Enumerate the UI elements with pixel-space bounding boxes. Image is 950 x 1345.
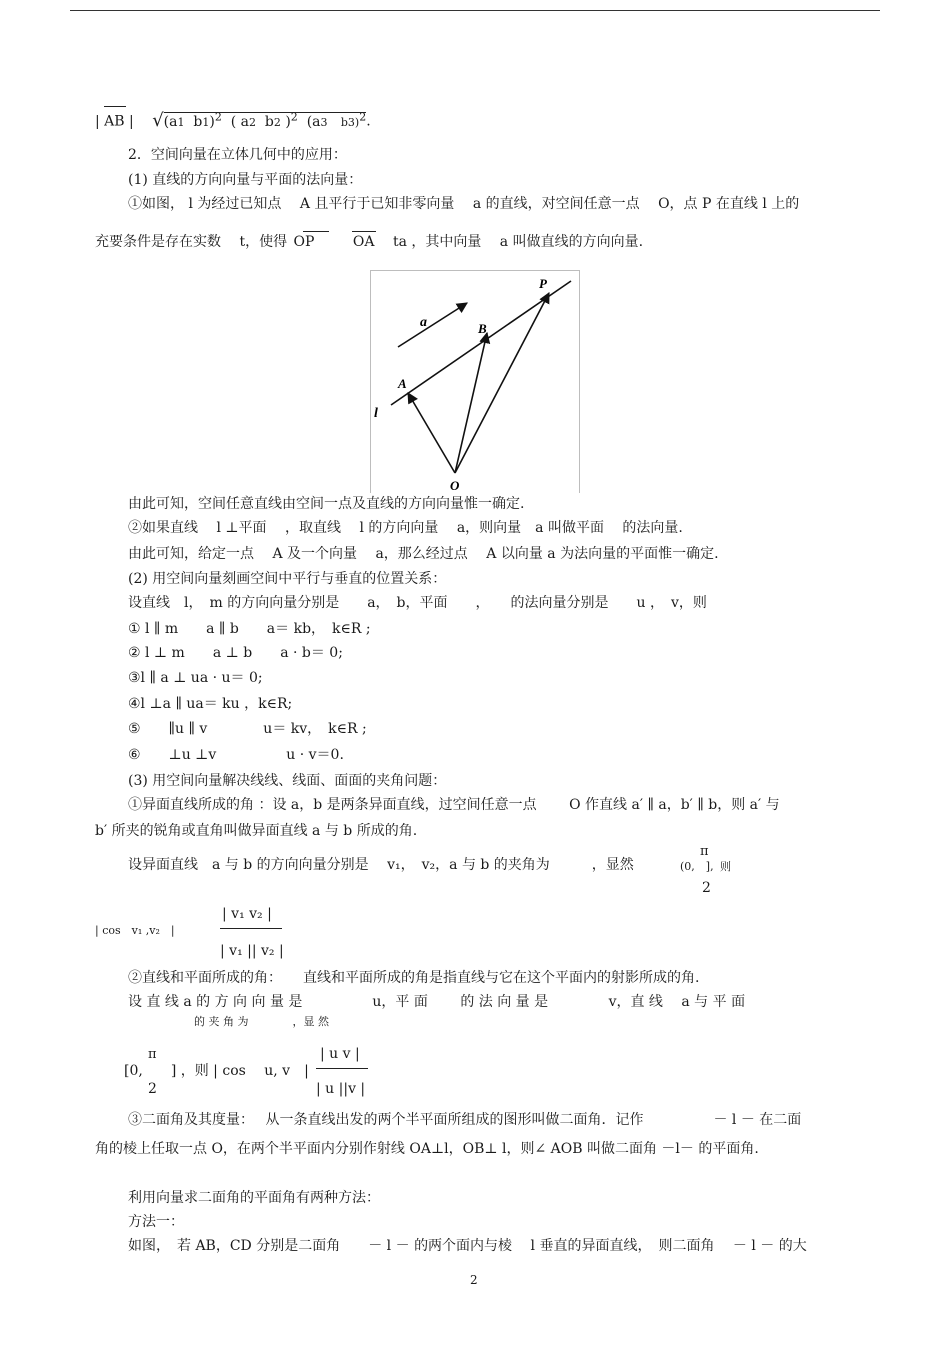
- distance-formula: [95, 108, 371, 132]
- formula-sub: 3: [347, 115, 355, 129]
- paragraph-9b: 的 夹 角 为 ，显 然: [194, 1015, 329, 1028]
- section-2-1-title: (1) 直线的方向向量与平面的法向量：: [128, 172, 363, 188]
- range1-pi: π: [700, 844, 709, 859]
- vector-op-arrow: [303, 231, 329, 232]
- paragraph-1b-pre: 充要条件是存在实数 t，使得: [95, 234, 288, 250]
- cos-formula-2-denominator: | u ||v |: [316, 1081, 366, 1097]
- range1-denominator: 2: [702, 880, 711, 896]
- cos-formula-1-numerator: | v₁ v₂ |: [222, 906, 272, 922]
- header-rule: [70, 10, 880, 11]
- section-2-2-title: (2) 用空间向量刻画空间中平行与垂直的位置关系：: [128, 571, 447, 587]
- relation-4: ④l ⊥a ∥ ua＝ ku ，k∈R;: [128, 696, 293, 712]
- paragraph-9a: 设 直 线 a 的 方 向 向 量 是 u，平 面 的 法 向 量 是 v，直 线 a 与 平 面: [128, 994, 746, 1010]
- vector-op: OP: [293, 234, 315, 250]
- cos-formula-2-bar: [316, 1068, 368, 1069]
- paragraph-6b: b′ 所夹的锐角或直角叫做异面直线 a 与 b 所成的角.: [95, 823, 418, 839]
- formula-sup: 2: [359, 110, 367, 123]
- relation-1: ① l ∥ m a ∥ b a＝ kb， k∈R ;: [128, 621, 371, 637]
- label-l: l: [374, 406, 378, 421]
- cos-formula-2-numerator: | u v |: [320, 1046, 360, 1062]
- label-a: a: [420, 315, 427, 330]
- vector-oa-arrow: [352, 231, 376, 232]
- relation-6: ⑥ ⊥u ⊥v u · v＝0.: [128, 747, 344, 763]
- formula-part: ): [285, 113, 291, 130]
- formula-sub: 3: [320, 115, 328, 129]
- formula-part: b: [340, 115, 348, 129]
- paragraph-2: 由此可知，空间任意直线由空间一点及直线的方向向量惟一确定.: [128, 496, 525, 512]
- paragraph-6a: ①异面直线所成的角 ：设 a，b 是两条异面直线，过空间任意一点 O 作直线 a′ ∥ a，b′ ∥ b，则 a′ 与: [128, 797, 780, 813]
- vector-a-arrow: [398, 303, 467, 347]
- range1-then: 则: [720, 860, 731, 873]
- range1: (0, ],: [680, 860, 714, 873]
- range2-denominator: 2: [148, 1081, 157, 1097]
- vector-arrow-ab: [104, 106, 126, 107]
- page-number: 2: [470, 1273, 478, 1287]
- paragraph-1b: [95, 233, 643, 251]
- formula-part: (a: [163, 113, 178, 130]
- vector-OB: [455, 333, 487, 473]
- line-direction-figure: [370, 270, 580, 493]
- range2: [0, ] ，则 | cos u, v |: [124, 1063, 309, 1079]
- relation-2: ② l ⊥ m a ⊥ b a · b＝ 0;: [128, 645, 343, 661]
- cos-formula-1-bar: [220, 928, 282, 929]
- relation-3: ③l ∥ a ⊥ ua · u＝ 0;: [128, 670, 263, 686]
- paragraph-1b-post: ta ，其中向量 a 叫做直线的方向向量.: [392, 234, 644, 250]
- paragraph-1a: ①如图， l 为经过已知点 A 且平行于已知非零向量 a 的直线，对空间任意一点 O，点 P 在直线 l 上的: [128, 196, 800, 212]
- range2-pi: π: [148, 1047, 157, 1062]
- cos-formula-1-lhs: | cos v₁ ,v₂ |: [95, 924, 175, 937]
- label-A: A: [398, 376, 407, 391]
- sqrt-symbol: √: [152, 109, 164, 131]
- vector-OP: [455, 293, 549, 473]
- ab-magnitude: | AB |: [95, 113, 134, 130]
- paragraph-3: ②如果直线 l ⊥平面 ，取直线 l 的方向向量 a，则向量 a 叫做平面 的法向量.: [128, 520, 683, 536]
- paragraph-11: 利用向量求二面角的平面角有两种方法：: [128, 1190, 380, 1206]
- section-2-title: 2．空间向量在立体几何中的应用：: [128, 147, 347, 163]
- formula-sup: 2: [214, 110, 222, 123]
- formula-end: .: [366, 113, 371, 130]
- label-P: P: [539, 276, 547, 291]
- paragraph-12: 方法一：: [128, 1214, 184, 1230]
- figure-svg: [371, 271, 579, 493]
- paragraph-10a: ③二面角及其度量： 从一条直线出发的两个半平面所组成的图形叫做二面角．记作 － l － 在二面: [128, 1112, 802, 1128]
- formula-part: b: [193, 113, 203, 130]
- formula-sup: 2: [290, 110, 298, 123]
- formula-part: ): [209, 113, 215, 130]
- formula-part: ( a: [230, 113, 249, 130]
- formula-sub: 2: [249, 115, 256, 129]
- paragraph-8: ②直线和平面所成的角： 直线和平面所成的角是指直线与它在这个平面内的射影所成的角.: [128, 970, 700, 986]
- paragraph-5: 设直线 l， m 的方向向量分别是 a， b，平面 ， 的法向量分别是 u ， v，则: [128, 595, 707, 611]
- paragraph-7: 设异面直线 a 与 b 的方向向量分别是 v₁， v₂，a 与 b 的夹角为 ，显然: [128, 857, 634, 873]
- paragraph-13: 如图， 若 AB，CD 分别是二面角 － l － 的两个面内与棱 l 垂直的异面直线， 则二面角 － l － 的大: [128, 1238, 807, 1254]
- paragraph-10b: 角的棱上任取一点 O，在两个半平面内分别作射线 OA⊥l，OB⊥ l，则∠ AOB 叫做二面角 －l－ 的平面角.: [95, 1141, 759, 1157]
- label-O: O: [450, 478, 460, 493]
- label-B: B: [478, 321, 487, 336]
- line-l: [391, 281, 571, 405]
- formula-part: b: [264, 113, 274, 130]
- formula-sub: 1: [202, 115, 210, 129]
- formula-part: ): [354, 115, 360, 129]
- section-2-3-title: (3) 用空间向量解决线线、线面、面面的夹角问题：: [128, 773, 447, 789]
- formula-sub: 2: [273, 115, 281, 129]
- vector-oa: OA: [352, 234, 375, 250]
- paragraph-4: 由此可知，给定一点 A 及一个向量 a，那么经过点 A 以向量 a 为法向量的平面惟一确定.: [128, 546, 719, 562]
- relation-5: ⑤ ∥u ∥ v u＝ kv， k∈R ;: [128, 721, 367, 737]
- cos-formula-1-denominator: | v₁ || v₂ |: [220, 943, 284, 959]
- vector-OA: [408, 393, 455, 473]
- formula-sub: 1: [177, 115, 185, 129]
- formula-part: (a: [306, 113, 321, 130]
